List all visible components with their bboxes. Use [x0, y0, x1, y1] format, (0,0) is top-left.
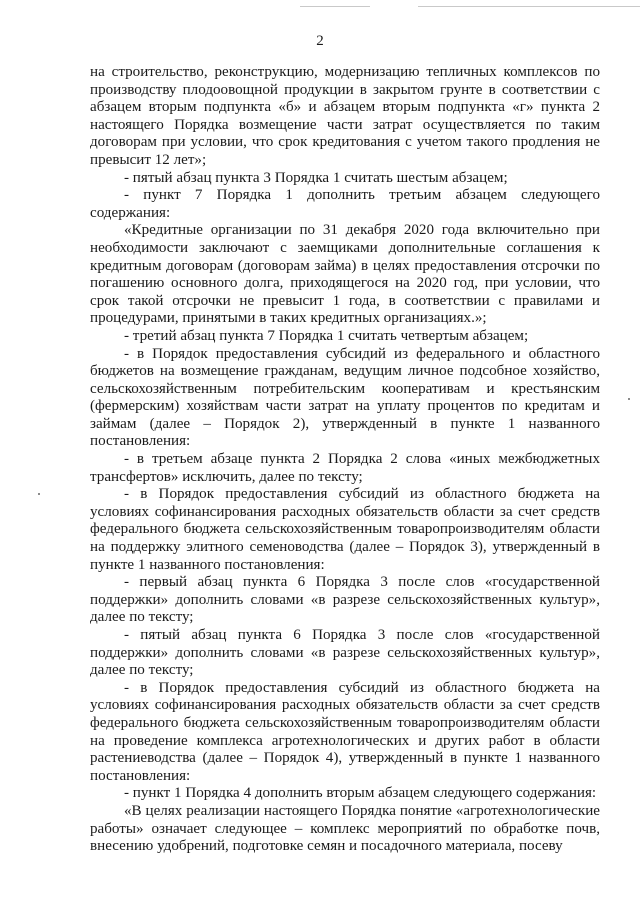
paragraph-6: - в Порядок предоставления субсидий из федерального и областного бюджетов на возмещение гражданам, ведущим личное подсобное хозяйство, сельскохозяйственным потребительским кооперативам и крестьянским (фермерским) хозяйствам части затрат на уплату процентов по кредитам и займам (далее – Порядок 2), утвержденный в пункте 1 названного постановления:: [90, 345, 600, 450]
top-scan-line-left: [300, 6, 370, 7]
paragraph-7: - в третьем абзаце пункта 2 Порядка 2 слова «иных межбюджетных трансфертов» исключить, далее по тексту;: [90, 451, 600, 485]
paragraph-2: - пятый абзац пункта 3 Порядка 1 считать шестым абзацем;: [124, 169, 508, 186]
paragraph-4: «Кредитные организации по 31 декабря 2020 года включительно при необходимости заключают с заемщиками дополнительные соглашения к кредитным договорам (договорам займа) в целях предоставления отсрочки по погашению основного долга, приходящегося на 2020 год, при условии, что срок такой отсрочки не превысит 1 года, в соответствии с правилами и процедурами, принятыми в таких кредитных организациях.»;: [90, 222, 600, 327]
paragraph-10: - пятый абзац пункта 6 Порядка 3 после слов «государственной поддержки» дополнить словами «в разрезе сельскохозяйственных культур», далее по тексту;: [90, 627, 600, 679]
paragraph-8: - в Порядок предоставления субсидий из областного бюджета на условиях софинансирования расходных обязательств области за счет средств федерального бюджета сельскохозяйственным товаропроизводителям области на поддержку элитного семеноводства (далее – Порядок 3), утвержденный в пункте 1 названного постановления:: [90, 486, 600, 573]
document-body: [90, 64, 600, 856]
paragraph-11: - в Порядок предоставления субсидий из областного бюджета на условиях софинансирования расходных обязательств области за счет средств федерального бюджета сельскохозяйственным товаропроизводителям области на проведение комплекса агротехнологических и других работ в области растениеводства (далее – Порядок 4), утвержденный в пункте 1 названного постановления:: [90, 679, 600, 784]
scan-speck: [38, 493, 40, 495]
page-number: 2: [316, 33, 324, 49]
paragraph-1: на строительство, реконструкцию, модернизацию тепличных комплексов по производству плодоовощной продукции в закрытом грунте в соответствии с абзацем вторым подпункта «б» и абзацем вторым подпункта «г» пункта 2 настоящего Порядка возмещение части затрат осуществляется по таким договорам при условии, что срок кредитования с учетом такого продления не превысит 12 лет»;: [90, 64, 600, 168]
paragraph-12: - пункт 1 Порядка 4 дополнить вторым абзацем следующего содержания:: [124, 785, 597, 802]
top-scan-line-right: [418, 6, 640, 7]
scan-speck: [628, 398, 630, 400]
paragraph-5: - третий абзац пункта 7 Порядка 1 считать четвертым абзацем;: [124, 327, 529, 344]
paragraph-9: - первый абзац пункта 6 Порядка 3 после слов «государственной поддержки» дополнить словами «в разрезе сельскохозяйственных культур», далее по тексту;: [90, 574, 600, 626]
paragraph-13: «В целях реализации настоящего Порядка понятие «агротехнологические работы» означает следующее – комплекс мероприятий по обработке почв, внесению удобрений, подготовке семян и посадочного материала, посеву: [90, 802, 600, 855]
paragraph-3: - пункт 7 Порядка 1 дополнить третьим абзацем следующего содержания:: [90, 187, 600, 221]
